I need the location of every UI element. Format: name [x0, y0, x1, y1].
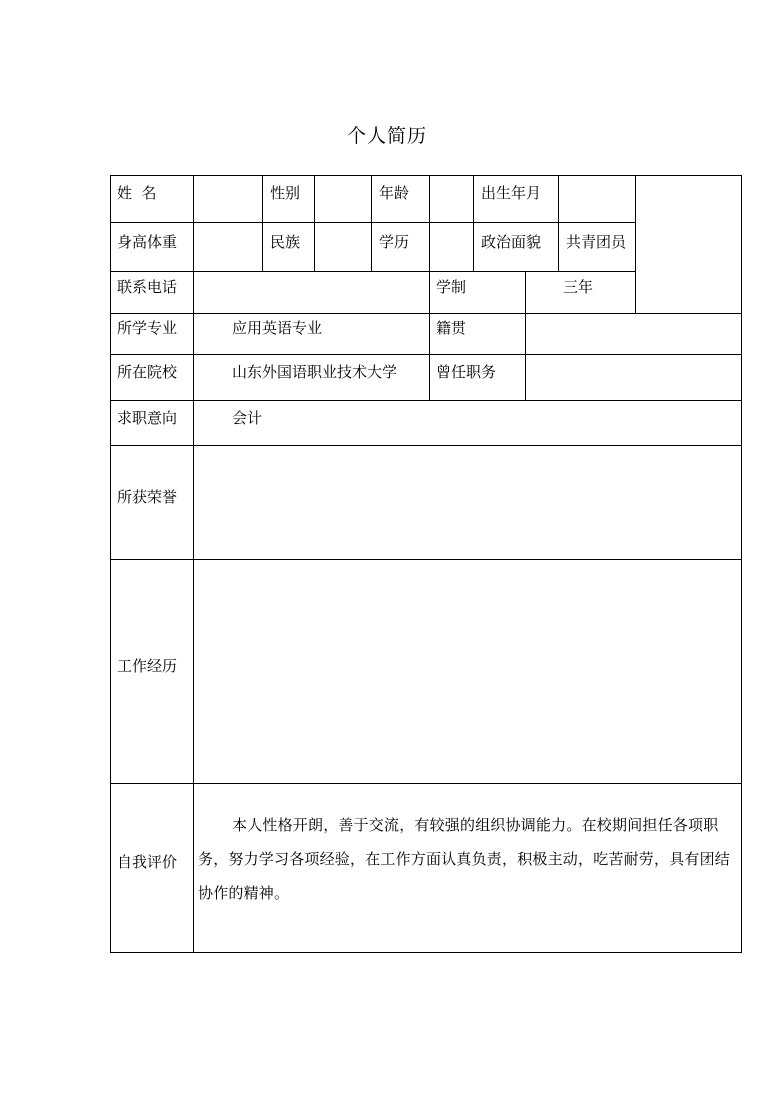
- label-gender: 性别: [270, 184, 301, 202]
- row-divider: [110, 783, 742, 784]
- label-honors: 所获荣誉: [117, 488, 178, 506]
- label-school: 所在院校: [117, 363, 178, 381]
- label-native-place: 籍贯: [436, 319, 467, 337]
- col-divider: [429, 175, 430, 401]
- label-job-intention: 求职意向: [117, 409, 178, 427]
- col-divider: [371, 175, 372, 272]
- col-divider: [635, 175, 636, 314]
- table-border-right: [741, 175, 742, 953]
- col-divider: [473, 175, 474, 272]
- value-school: 山东外国语职业技术大学: [232, 363, 398, 381]
- row-divider: [110, 400, 742, 401]
- label-former-position: 曾任职务: [436, 363, 497, 381]
- value-political-status: 共青团员: [566, 233, 627, 251]
- label-major: 所学专业: [117, 319, 178, 337]
- row-divider: [110, 445, 742, 446]
- value-major: 应用英语专业: [232, 319, 323, 337]
- label-phone: 联系电话: [117, 278, 178, 296]
- table-border-bottom: [110, 952, 742, 953]
- label-name: 姓 名: [117, 184, 157, 202]
- col-divider: [314, 175, 315, 272]
- table-border-top: [110, 175, 742, 176]
- label-age: 年龄: [379, 184, 410, 202]
- value-study-length: 三年: [563, 278, 594, 296]
- row-divider: [110, 354, 742, 355]
- label-work-experience: 工作经历: [117, 657, 178, 675]
- value-job-intention: 会计: [232, 409, 263, 427]
- value-self-evaluation: 本人性格开朗，善于交流，有较强的组织协调能力。在校期间担任各项职务，努力学习各项经验，在工作方面认真负责，积极主动，吃苦耐劳，具有团结协作的精神。: [198, 816, 731, 902]
- col-divider: [558, 175, 559, 272]
- label-ethnicity: 民族: [270, 233, 301, 251]
- label-height-weight: 身高体重: [117, 233, 178, 251]
- label-birth: 出生年月: [481, 184, 542, 202]
- label-education: 学历: [379, 233, 410, 251]
- label-political-status: 政治面貌: [481, 233, 542, 251]
- label-self-evaluation: 自我评价: [117, 853, 178, 871]
- row-divider: [110, 559, 742, 560]
- page-title: 个人简历: [346, 125, 427, 147]
- col-divider: [525, 271, 526, 401]
- table-border-left: [110, 175, 111, 953]
- label-study-length: 学制: [436, 278, 467, 296]
- col-divider: [193, 175, 194, 953]
- col-divider: [262, 175, 263, 272]
- row-divider: [110, 313, 742, 314]
